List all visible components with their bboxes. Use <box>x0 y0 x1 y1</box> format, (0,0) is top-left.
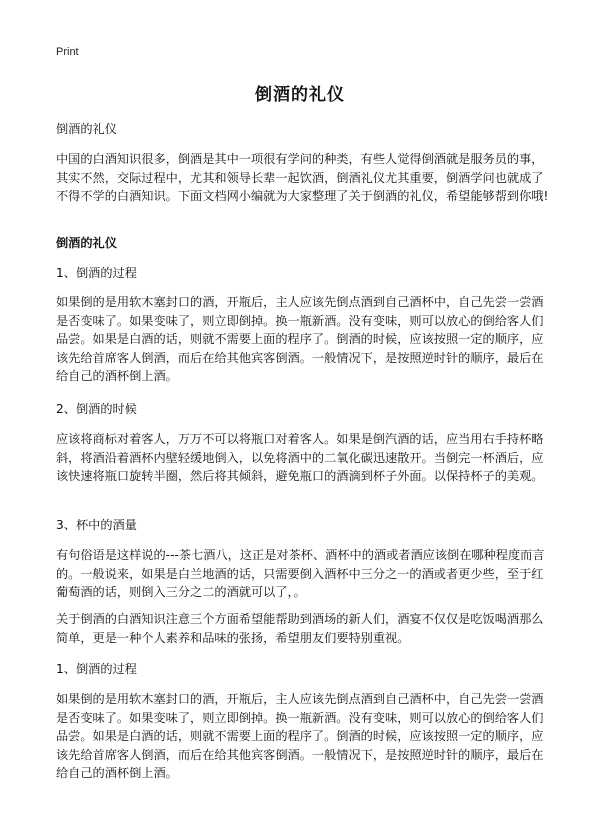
repeat-section-1-body: 如果倒的是用软木塞封口的酒，开瓶后，主人应该先倒点酒到自己酒杯中，自己先尝一尝酒是否变味了。如果变味了，则立即倒掉。换一瓶新酒。没有变味，则可以放心的倒给客人们品尝。如果是白酒的话，则就不需要上面的程序了。倒酒的时候，应该按照一定的顺序，应该先给首席客人倒酒，而后在给其他宾客倒酒。一般情况下，是按照逆时针的顺序，最后在给自己的酒杯倒上酒。 <box>56 692 544 780</box>
repeat-section-1-heading: 1、倒酒的过程 <box>56 662 137 676</box>
section-1-heading: 1、倒酒的过程 <box>56 266 137 280</box>
section-heading: 倒酒的礼仪 <box>56 236 117 250</box>
intro-paragraph: 中国的白酒知识很多，倒酒是其中一项很有学问的种类，有些人觉得倒酒就是服务员的事，其实不然，交际过程中，尤其和领导长辈一起饮酒，倒酒礼仪尤其重要，倒酒学问也就成了不得不学的白酒知识。下面文档网小编就为大家整理了关于倒酒的礼仪，希望能够帮到你哦! <box>56 152 549 203</box>
print-link[interactable]: Print <box>56 46 79 58</box>
summary-paragraph: 关于倒酒的白酒知识注意三个方面希望能帮助到酒场的新人们，酒宴不仅仅是吃饭喝酒那么简单，更是一种个人素养和品味的张扬，希望朋友们要特别重视。 <box>56 612 544 645</box>
subtitle: 倒酒的礼仪 <box>56 122 117 136</box>
section-3-heading: 3、杯中的酒量 <box>56 518 137 532</box>
section-2-heading: 2、倒酒的时候 <box>56 402 137 416</box>
section-3-body: 有句俗语是这样说的---茶七酒八，这正是对茶杯、酒杯中的酒或者酒应该倒在哪种程度而言的。一般说来，如果是白兰地酒的话，只需要倒入酒杯中三分之一的酒或者更少些，至于红葡萄酒的话，则倒入三分之二的酒就可以了，。 <box>56 548 545 599</box>
page-title: 倒酒的礼仪 <box>255 85 345 105</box>
section-2-body: 应该将商标对着客人，万万不可以将瓶口对着客人。如果是倒汽酒的话，应当用右手持杯略斜，将酒沿着酒杯内壁轻缓地倒入，以免将酒中的二氧化碳迅速散开。当倒完一杯酒后，应该快速将瓶口旋转半圈，然后将其倾斜，避免瓶口的酒滴到杯子外面。以保持杯子的美观。 <box>56 432 544 483</box>
section-1-body: 如果倒的是用软木塞封口的酒，开瓶后，主人应该先倒点酒到自己酒杯中，自己先尝一尝酒是否变味了。如果变味了，则立即倒掉。换一瓶新酒。没有变味，则可以放心的倒给客人们品尝。如果是白酒的话，则就不需要上面的程序了。倒酒的时候，应该按照一定的顺序，应该先给首席客人倒酒，而后在给其他宾客倒酒。一般情况下，是按照逆时针的顺序，最后在给自己的酒杯倒上酒。 <box>56 295 544 383</box>
